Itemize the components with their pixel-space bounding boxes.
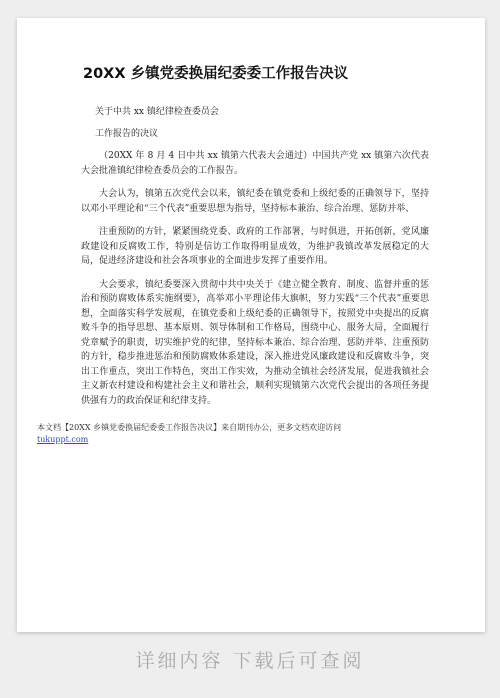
addressee-line: 关于中共 xx 镇纪律检查委员会 <box>95 107 219 117</box>
footer-link[interactable]: tukuppt.com <box>37 435 89 444</box>
footer-note: 本文档【20XX 乡镇党委换届纪委委工作报告决议】来自期刊办公，更多文档欢迎访问 <box>37 423 342 432</box>
download-banner: 详细内容 下载后可查阅 <box>135 650 365 672</box>
document-title: 20XX 乡镇党委换届纪委委工作报告决议 <box>83 66 349 82</box>
paragraph-1: （20XX 年 8 月 4 日中共 xx 镇第六代表大会通过）中国共产党 xx 镇第六次代表大会批准镇纪律检查委员会的工作报告。 <box>81 151 429 176</box>
subject-line: 工作报告的决议 <box>95 129 159 139</box>
document-page <box>17 18 485 632</box>
paragraph-4: 大会要求，镇纪委要深入贯彻中共中央关于《建立健全教育、制度、监督并重的惩治和预防腐败体系实施纲要》，高举邓小平理论伟大旗帜，努力实践“三个代表”重要思想，全面落实科学发展观，在镇党委和上级纪委的正确领导下，按照党中央提出的反腐败斗争的指导思想、基本原则、领导体制和工作格局，围绕中心、服务大局，全面履行党章赋予的职责，切实维护党的纪律，坚持标本兼治、综合治理、惩防并举、注重预防的方针，稳步推进惩治和预防腐败体系建设，深入推进党风廉政建设和反腐败斗争，突出工作重点，突出工作特色，突出工作实效，为推动全镇社会经济发展，促进我镇社会主义新农村建设和构建社会主义和谐社会，顺利实现镇第六次党代会提出的各项任务提供强有力的政治保证和纪律支持。 <box>81 279 429 406</box>
paragraph-2: 大会认为，镇第五次党代会以来，镇纪委在镇党委和上级纪委的正确领导下，坚持以邓小平理论和“三个代表”重要思想为指导，坚持标本兼治、综合治理、惩防并举、 <box>81 189 429 214</box>
paragraph-3: 注重预防的方针，紧紧围绕党委、政府的工作部署，与时俱进，开拓创新，党风廉政建设和反腐败工作，特别是信访工作取得明显成效，为维护我镇改革发展稳定的大局，促进经济建设和社会各项事业的全面进步发挥了重要作用。 <box>81 227 429 266</box>
